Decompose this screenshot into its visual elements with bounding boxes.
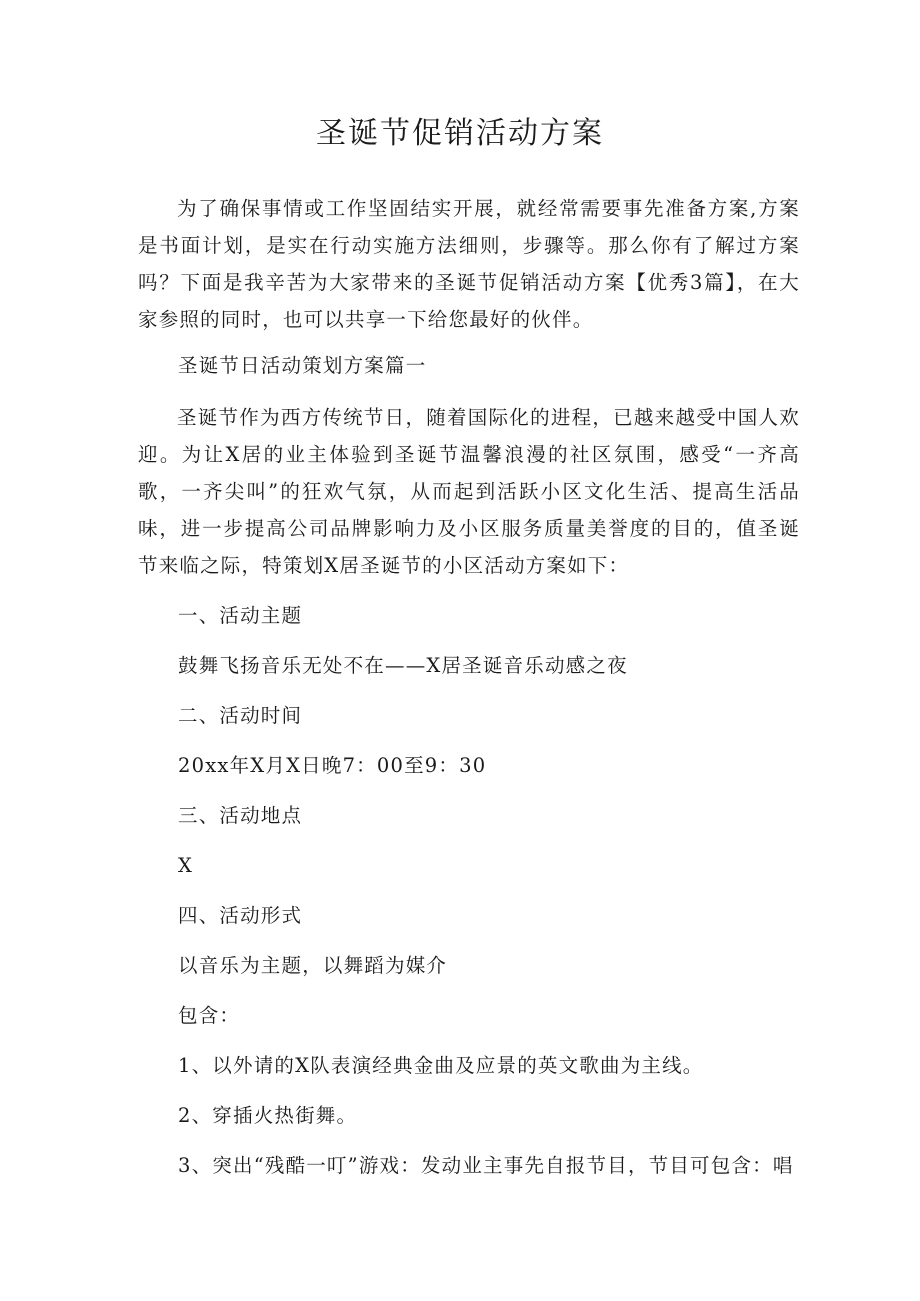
activity-time-text: 20xx年X月X日晚7：00至9：30 [178, 754, 487, 777]
list-item-3: 3、突出“残酷一叮”游戏：发动业主事先自报节目，节目可包含：唱 [178, 1154, 794, 1177]
heading-activity-format: 四、活动形式 [178, 904, 303, 927]
activity-theme-text: 鼓舞飞扬音乐无处不在——X居圣诞音乐动感之夜 [178, 654, 628, 677]
body-paragraph: 圣诞节作为西方传统节日，随着国际化的进程，已越来越受中国人欢迎。为让X居的业主体验到圣诞节温馨浪漫的社区氛围，感受“一齐高歌，一齐尖叫”的狂欢气氛，从而起到活跃小区文化生活、提高生活品味，进一步提高公司品牌影响力及小区服务质量美誉度的目的，值圣诞节来临之际，特策划X居圣诞节的小区活动方案如下： [138, 406, 800, 577]
heading-activity-theme: 一、活动主题 [178, 604, 303, 627]
includes-label: 包含： [178, 1004, 241, 1027]
activity-format-text: 以音乐为主题，以舞蹈为媒介 [178, 954, 448, 977]
list-item-2: 2、穿插火热街舞。 [178, 1104, 358, 1127]
section-heading: 圣诞节日活动策划方案篇一 [178, 354, 427, 377]
list-item-1: 1、以外请的X队表演经典金曲及应景的英文歌曲为主线。 [178, 1054, 704, 1077]
heading-activity-location: 三、活动地点 [178, 804, 303, 827]
activity-location-text: X [178, 854, 194, 877]
intro-paragraph: 为了确保事情或工作坚固结实开展，就经常需要事先准备方案,方案是书面计划，是实在行动实施方法细则，步骤等。那么你有了解过方案吗？下面是我辛苦为大家带来的圣诞节促销活动方案【优秀3篇】，在大家参照的同时，也可以共享一下给您最好的伙伴。 [138, 197, 800, 331]
document-title: 圣诞节促销活动方案 [316, 116, 604, 151]
heading-activity-time: 二、活动时间 [178, 704, 303, 727]
